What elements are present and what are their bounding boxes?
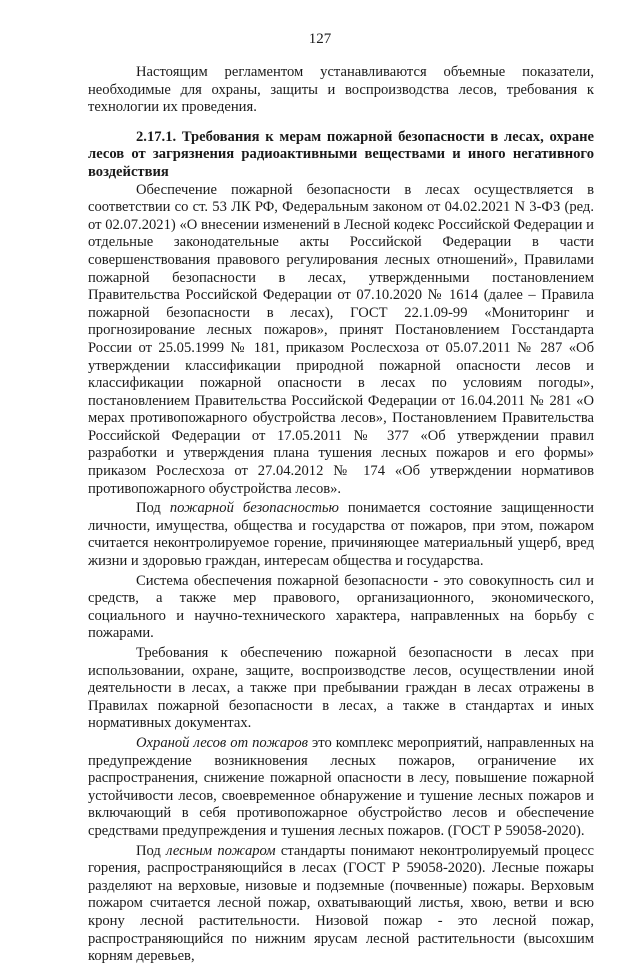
forest-fire-protection-term: Охраной лесов от пожаров (136, 734, 308, 751)
forest-fire-protection-text: это комплекс мероприятий, направленных на предупреждение возникновения лесных пожаров, ограничение их распространения, снижение пожарной опасности в лесу, повышение пожарной устойчивости лесов, своевременное обнаружение и тушение лесных пожаров и включающий в себя противопожарное обустройство лесов и обеспечение средствами предупреждения и тушения лесных пожаров. (ГОСТ Р 59058-2020). (88, 734, 595, 839)
fire-safety-requirements-paragraph: Требования к обеспечению пожарной безопасности в лесах при использовании, охране, защите, воспроизводстве лесов, осуществлении иной деятельности в лесах, а также при пребывании граждан в лесах отражены в Правилах пожарной безопасности в лесах, а также в стандартах и иных нормативных документах. (88, 645, 594, 732)
fire-safety-legal-basis-paragraph: Обеспечение пожарной безопасности в лесах осуществляется в соответствии со ст. 53 ЛК РФ, Федеральным законом от 04.02.2021 N 3-ФЗ (ред. от 02.07.2021) «О внесении изменений в Лесной кодекс Российской Федерации и отдельные законодательные акты Российской Федерации в части совершенствования правового регулирования лесных отношений», Правилами пожарной безопасности в лесах, утвержденными постановлением Правительства Российской Федерации от 07.10.2020 № 1614 (далее – Правила пожарной безопасности в лесах), ГОСТ 22.1.09-99 «Мониторинг и прогнозирование лесных пожаров», принят Постановлением Госстандарта России от 25.05.1999 № 181, приказом Рослесхоза от 05.07.2011 № 287 «Об утверждении классификации природной пожарной опасности лесов и классификации пожарной опасности в лесах по условиям погоды», постановлением Правительства Российской Федерации от 16.04.2011 № 281 «О мерах противопожарного обустройства лесов», Постановлением Правительства Российской Федерации от 17.05.2011 № 377 «Об утверждении правил разработки и утверждения плана тушения лесных пожаров и его формы» приказом Рослесхоза от 27.04.2012 № 174 «Об утверждении нормативов противопожарного обустройства лесов». (88, 181, 594, 497)
intro-paragraph: Настоящим регламентом устанавливаются объемные показатели, необходимые для охраны, защиты и воспроизводства лесов, требования к технологии их проведения. (88, 64, 594, 116)
section-heading: 2.17.1. Требования к мерам пожарной безопасности в лесах, охране лесов от загрязнения радиоактивными веществами и иного негативного воздействия (88, 128, 594, 180)
page-number: 127 (308, 31, 332, 47)
fire-safety-system-paragraph: Система обеспечения пожарной безопасности - это совокупность сил и средств, а также мер правового, организационного, экономического, социального и научно-технического характера, направленных на борьбу с пожарами. (88, 572, 594, 642)
forest-fire-protection-paragraph (88, 735, 594, 841)
fire-safety-definition-prefix: Под (136, 500, 170, 517)
forest-fire-definition-prefix: Под (136, 842, 167, 859)
fire-safety-term: пожарной безопасностью (169, 500, 339, 517)
fire-safety-definition-text: понимается состояние защищенности личности, имущества, общества и государства от пожаров, при этом, пожаром считается неконтролируемое горение, причиняющее материальный ущерб, вред жизни и здоровью граждан, интересам общества и государства. (88, 500, 594, 570)
fire-safety-definition-paragraph (88, 500, 594, 570)
forest-fire-term: лесным пожаром (166, 842, 276, 859)
document-body (88, 64, 594, 966)
forest-fire-definition-text: стандарты понимают неконтролируемый процесс горения, распространяющийся в лесах (ГОСТ Р 59058-2020). Лесные пожары разделяют на верховые, низовые и подземные (почвенные) пожары. Верховым пожаром считается лесной пожар, охватывающий листья, хвою, ветви и всю крону лесной растительности. Низовой пожар - это лесной пожар, распространяющийся по нижним ярусам лесной растительности (высохшим корням деревьев, (88, 842, 594, 965)
forest-fire-definition-paragraph (88, 843, 594, 966)
